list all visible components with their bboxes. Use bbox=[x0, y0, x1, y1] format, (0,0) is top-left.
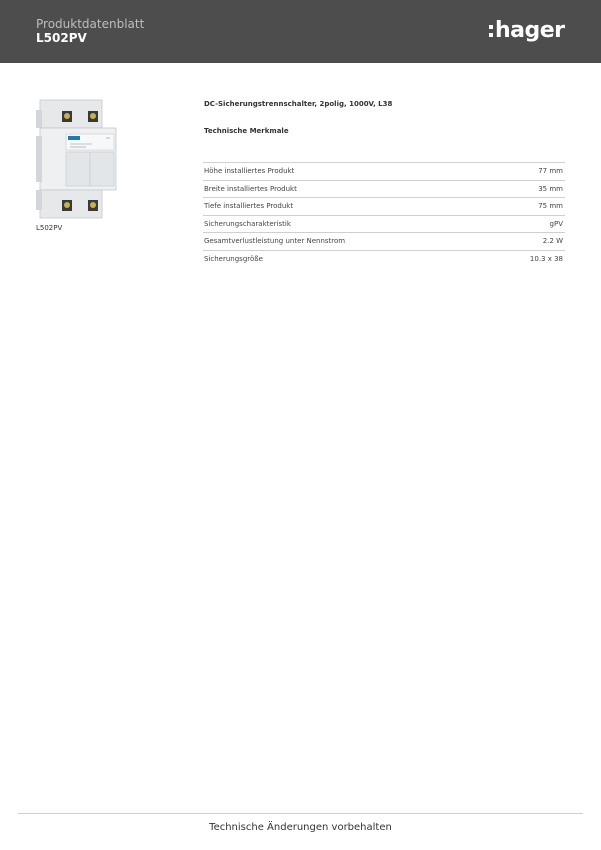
logo-dots-icon bbox=[489, 25, 493, 37]
document-type: Produktdatenblatt bbox=[36, 17, 145, 31]
table-row bbox=[203, 163, 565, 181]
table-row bbox=[203, 180, 565, 198]
image-caption: L502PV bbox=[36, 224, 63, 232]
spec-value: gPV bbox=[549, 219, 563, 228]
spec-label: Breite installiertes Produkt bbox=[204, 184, 297, 193]
logo-text: hager bbox=[495, 18, 565, 43]
spec-label: Sicherungsgröße bbox=[204, 254, 263, 263]
spec-label: Sicherungscharakteristik bbox=[204, 219, 291, 228]
table-row bbox=[203, 198, 565, 216]
spec-value: 35 mm bbox=[538, 184, 563, 193]
spec-value: 75 mm bbox=[538, 202, 563, 211]
hager-logo bbox=[489, 18, 565, 44]
page-header bbox=[0, 0, 601, 63]
spec-value: 2.2 W bbox=[542, 237, 563, 246]
table-row bbox=[203, 250, 565, 267]
spec-label: Tiefe installiertes Produkt bbox=[204, 202, 294, 211]
spec-value: 10.3 x 38 bbox=[529, 254, 563, 263]
footer-divider bbox=[18, 813, 583, 814]
table-row bbox=[203, 233, 565, 251]
footer-note: Technische Änderungen vorbehalten bbox=[209, 822, 392, 833]
product-title: DC-Sicherungstrennschalter, 2polig, 1000V, L38 bbox=[204, 100, 393, 108]
fuse-disconnector-device-icon bbox=[36, 96, 120, 220]
table-row bbox=[203, 215, 565, 233]
product-code-heading: L502PV bbox=[36, 31, 87, 45]
spec-label: Höhe installiertes Produkt bbox=[204, 167, 295, 176]
spec-table bbox=[203, 162, 565, 267]
section-title: Technische Merkmale bbox=[204, 127, 289, 135]
spec-label: Gesamtverlustleistung unter Nennstrom bbox=[204, 237, 346, 246]
spec-value: 77 mm bbox=[538, 167, 563, 176]
